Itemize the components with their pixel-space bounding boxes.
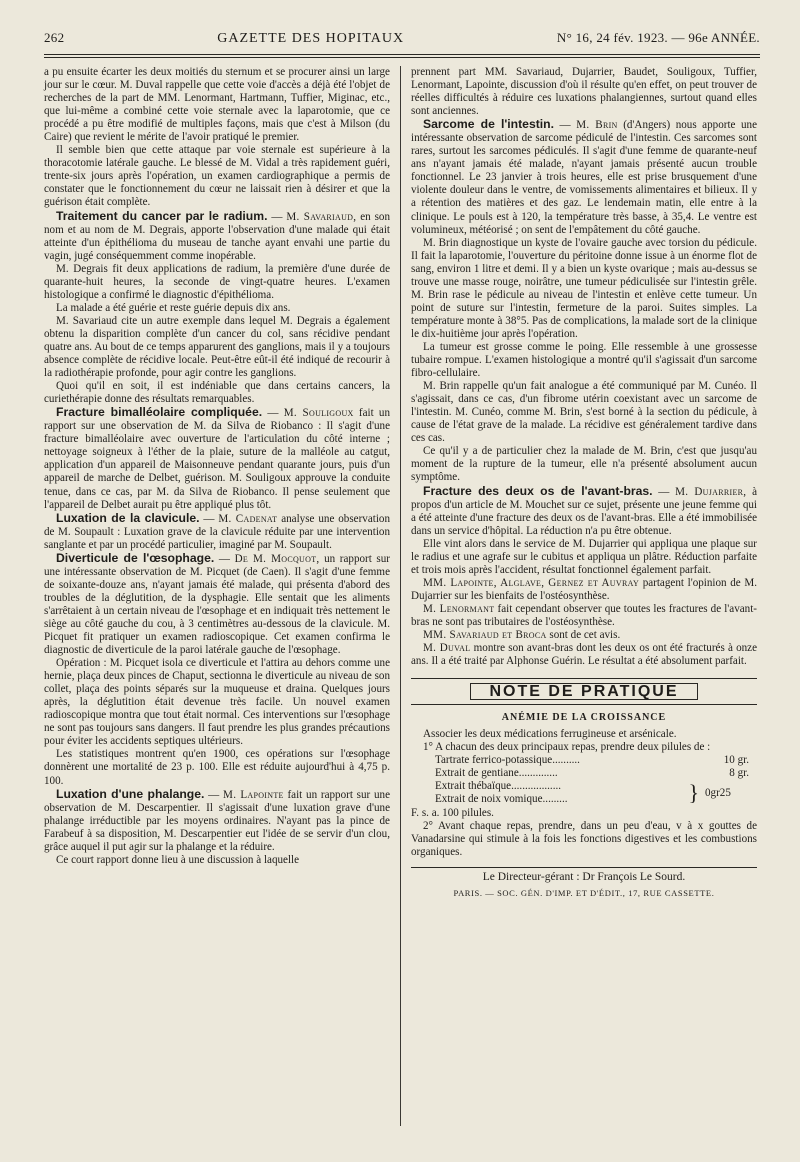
page-number: 262 (44, 30, 65, 45)
paragraph: 2° Avant chaque repas, prendre, dans un peu d'eau, v à x gouttes de Vanadarsine qui stimule à la fois les fonctions digestives et les combustions organiques. (411, 819, 757, 858)
paragraph: La tumeur est grosse comme le poing. Elle ressemble à une grossesse tubaire rompue. L'examen histologique a montré qu'il s'agissait d'un sarcome fibro-cellulaire. (411, 340, 757, 380)
section-clavicule: Luxation de la clavicule. — M. Cadenat analyse une observation de M. Soupault : Luxation grave de la clavicule réduite par une intervention sanglante et par un procédé particulier, imaginé par M. Soupault. (44, 510, 391, 551)
prescription-line (435, 793, 688, 806)
section-title: Traitement du cancer par le radium. (56, 208, 268, 223)
prescription-pair (435, 780, 757, 806)
prescription (435, 754, 757, 806)
paragraph-text: en son nom et au nom de M. Degrais, apporte l'observation d'une malade qui était atteinte d'un épithélioma du museau de tanche ayant envahi une partie du vagin, jugé conséquemment comme inopérable. (44, 210, 391, 262)
ingredient-quantity: 8 gr. (729, 767, 749, 780)
paragraph: Les statistiques montrent qu'en 1900, ces opérations sur l'œsophage donnèrent une mortalité de 23 p. 100. Elle est réduite aujourd'hui à 4,75 p. 100. (44, 748, 390, 787)
brace-icon: } (688, 780, 699, 806)
author-name: M. Savariaud, (286, 210, 357, 223)
section-fracture: Fracture bimalléolaire compliquée. — M. Souligoux fait un rapport sur une observation de M. da Silva de Riobanco : Il s'agit d'une fracture bimalléolaire avec ouverture de l'articulation du côté interne ; nettoyage soigneux à l'éther de la plaie, suture de la malléole au catgut, application d'un appareil de Maisonneuve pendant quarante jours, puis d'un appareil de marche de Delbet, guérison. M. Souligoux approuve la conduite tenue, dans ce cas, par M. da Silva de Riobanco. Il pense seulement que l'appareil de Delbet aurait pu être appliqué plus tôt. (44, 405, 391, 511)
note-title: NOTE DE PRATIQUE (470, 683, 697, 700)
author-name: De M. Mocquot, (234, 552, 320, 565)
paragraph (411, 603, 757, 629)
paragraph: a pu ensuite écarter les deux moitiés du sternum et se procurer ainsi un large jour sur le cœur. M. Duval rappelle que cette voie d'accès a déjà été l'objet de recherches de la part de MM. Lenormant, Hartmann, Tuffier, Miginac, etc., que lui-même a combiné cette voie sternale avec la laparotomie, que ce procédé a pu être modifié de multiples façons, mais que c'est à Milson (du Caire) que revient le mérite de l'avoir pratiqué le premier. (44, 66, 390, 144)
printer-line: PARIS. — SOC. GÉN. D'IMP. ET D'ÉDIT., 17, RUE CASSETTE. (453, 887, 715, 898)
section-title: Sarcome de l'intestin. (423, 117, 555, 132)
paragraph: M. Brin rappelle qu'un fait analogue a été communiqué par M. Cunéo. Il s'agissait, dans ce cas, d'un fibrome utérin coexistant avec un sarcome de l'intestin. M. Cunéo, comme M. Brin, s'est borné à la section du pédicule, à cause de l'état grave de la malade. La récidive est généralement tardive dans ces cas. (411, 380, 757, 445)
prescription-line (435, 754, 757, 767)
author-name: M. Lenormant (423, 602, 495, 615)
ingredient-quantity: 0gr25 (705, 786, 731, 799)
ingredient-name: Extrait thébaïque (435, 780, 512, 793)
prescription-line (435, 780, 688, 793)
paragraph: M. Brin diagnostique un kyste de l'ovaire gauche avec torsion du pédicule. Il fait la laparotomie, l'ouverture du péritoine donne issue à un énorme flot de sang, environ 1 litre et demi. Il y a bien un kyste ovarique ; mais au-dessus se trouve une masse rouge, noirâtre, une tumeur pédiculisée sur l'intestin grêle. M. Brin rase le pédicule au niveau de l'intestin et enlève cette tumeur. Un point de suture sur l'intestin, fermeture de la paroi. Suites simples. La température monte à 38°5. Pas de complications, la malade sort de la clinique le dix-huitième jour après l'opération. (411, 236, 757, 340)
columns (44, 66, 760, 1126)
ingredient-name: Extrait de noix vomique (435, 793, 543, 806)
leader-dots: .............. (518, 767, 558, 780)
journal-title: GAZETTE DES HOPITAUX (217, 31, 405, 46)
paragraph: La malade a été guérie et reste guérie depuis dix ans. (56, 301, 291, 314)
header-rule (44, 54, 760, 55)
issue-info: N° 16, 24 fév. 1923. — 96e ANNÉE. (556, 30, 760, 45)
left-column (44, 66, 401, 1126)
section-radium: Traitement du cancer par le radium. — M. Savariaud, en son nom et au nom de M. Degrais, apporte l'observation d'une malade qui était atteinte d'un épithélioma du museau de tanche ayant envahi une partie du vagin, jugé conséquemment comme inopérable. (44, 208, 391, 262)
note-subtitle: ANÉMIE DE LA CROISSANCE (501, 712, 667, 724)
paragraph-text: fait un rapport sur une observation de M. da Silva de Riobanco : Il s'agit d'une fracture bimalléolaire avec ouverture de l'articulation du côté interne ; nettoyage soigneux à l'éther de la plaie, suture de la malléole au catgut, application d'un appareil de Maisonneuve pendant quarante jours, puis d'un appareil de marche de Delbet, guérison. M. Souligoux approuve la conduite tenue, dans ce cas, par M. da Silva de Riobanco. Il pense seulement que l'appareil de Delbet aurait pu être appliqué plus tôt. (44, 407, 391, 511)
section-title: Luxation de la clavicule. (56, 510, 200, 525)
leader-dots: ......... (542, 793, 568, 806)
header-rule-thin (44, 57, 760, 58)
author-names: MM. Savariaud et Broca (423, 629, 547, 642)
author-name: M. Dujarrier, (675, 485, 747, 498)
paragraph-text: analyse une observation de M. Soupault : Luxation grave de la clavicule réduite par une intervention sanglante et par un procédé particulier, imaginé par M. Soupault. (44, 512, 391, 551)
paragraph: Quoi qu'il en soit, il est indéniable que dans certains cancers, la curiethérapie donne des résultats remarquables. (44, 380, 390, 406)
paragraph: F. s. a. 100 pilules. (411, 806, 494, 819)
section-title: Luxation d'une phalange. (56, 786, 205, 801)
ingredient-name: Extrait de gentiane (435, 767, 519, 780)
paragraph (411, 577, 757, 603)
paragraph: 1° A chacun des deux principaux repas, prendre deux pilules de : (423, 741, 711, 754)
paragraph: M. Savariaud cite un autre exemple dans lequel M. Degrais a également obtenu la disparition complète d'un cancer du col, sans récidive pendant quatre ans. Au bout de ce temps apparurent des ganglions, mais il y a toujours absence complète de récidive locale. Peut-être eût-il été indiqué de recourir à la radiothérapie profonde, pour agir contre les ganglions. (44, 314, 390, 380)
directeur-gerant: Le Directeur-gérant : Dr François Le Sourd. (482, 870, 686, 883)
paragraph: Elle vint alors dans le service de M. Dujarrier qui appliqua une plaque sur le radius et une agrafe sur le cubitus et appliqua un plâtre. Réduction parfaite et trois mois après l'accident, résultat fonctionnel également parfait. (411, 537, 757, 576)
author-names: MM. Lapointe, Alglave, Gernez et Auvray (423, 576, 640, 589)
page-header (44, 30, 760, 48)
paragraph-text: (d'Angers) nous apporte une intéressante observation de sarcome pédiculé de l'intestin. Ces sarcomes sont rares, surtout les sarcomes pédiculés. Il s'agit d'une femme de quarante-neuf ans n'ayant jamais été malade, n'ayant jamais présenté aucun trouble fonctionnel. Le 23 janvier à trois heures, elle est prise brusquement d'une violente douleur dans le ventre, de vomissements alimentaires et bilieux. Il y a rétention des matières et des gaz. Le lendemain matin, elle entre à la clinique. Le pouls est à 120, la température très basse, à 35,4. Le ventre est volumineux, météorisé ; on sent de l'empâtement du côté gauche. (411, 119, 757, 236)
paragraph: Opération : M. Picquet isola ce diverticule et l'attira au dehors comme une hernie, plaça deux pinces de Chaput, sectionna le diverticule au niveau de son collet, plaça des points séparés sur la muqueuse et draina. Quelques jours après, la déglutition était devenue très facile. Un nouvel examen radioscopique montra que tout était normal. Ces interventions sur l'œsophage ne sont pas toujours sans dangers. Il faut prendre les plus grandes précautions pour éviter les accidents septiques ultérieurs. (44, 657, 390, 748)
author-name: M. Lapointe (223, 788, 284, 801)
prescription-line (435, 767, 757, 780)
paragraph-text: fait un rapport sur une observation de M. Descarpentier. Il s'agissait d'une luxation grave d'une phalange irréductible par les moyens ordinaires. N'ayant pas la pince de Farabeuf à sa disposition, M. Descarpentier eut l'idée de se servir d'un clou, grâce auquel il put agir sur la phalange et la réduire. (44, 788, 390, 853)
paragraph-text: à propos d'un article de M. Mouchet sur ce sujet, présente une jeune femme qui a été atteinte d'une fracture des deux os de l'avant-bras. Elle a été immobilisée dans un service d'hôpital. La réduction n'a pu être obtenue. (411, 485, 758, 537)
note-de-pratique-banner (411, 678, 757, 705)
ingredient-name: Tartrate ferrico-potassique (435, 754, 553, 767)
paragraph-text: fait cependant observer que toutes les fractures de l'avant-bras ne sont pas tributaires de l'ostéosynthèse. (411, 602, 757, 628)
paragraph: Associer les deux médications ferrugineuse et arsénicale. (423, 728, 677, 741)
paragraph: Ce court rapport donne lieu à une discussion à laquelle (56, 853, 300, 866)
section-title: Fracture bimalléolaire compliquée. (56, 405, 263, 420)
paragraph: Il semble bien que cette attaque par voie sternale est supérieure à la thoracotomie latérale gauche. Le blessé de M. Vidal a très rapidement guéri, trente-six jours après l'opération, un examen cardiographique a permis de constater que le fonctionnement du cœur ne laissait rien à désirer et que la guérison était complète. (44, 144, 390, 209)
paragraph: M. Degrais fit deux applications de radium, la première d'une durée de quarante-huit heures, la seconde de vingt-quatre heures. L'examen histologique a confirmé le diagnostic d'épithélioma. (44, 262, 390, 301)
section-title: Fracture des deux os de l'avant-bras. (423, 483, 653, 498)
section-avant-bras: Fracture des deux os de l'avant-bras. — M. Dujarrier, à propos d'un article de M. Mouchet sur ce sujet, présente une jeune femme qui a été atteinte d'une fracture des deux os de l'avant-bras. Elle a été immobilisée dans un service d'hôpital. La réduction n'a pu être obtenue. (411, 483, 758, 537)
footer-rule (411, 867, 757, 868)
right-column (401, 66, 757, 1126)
author-name: M. Cadenat (218, 512, 278, 525)
author-name: M. Souligoux (283, 407, 354, 420)
author-name: M. Brin (576, 119, 618, 132)
ingredient-group (435, 780, 688, 806)
paragraph-text: montre son avant-bras dont les deux os ont été fracturés à onze ans. Il a été traité par Alphonse Guérin. Le résultat a été absolument parfait. (411, 642, 758, 668)
paragraph-text: sont de cet avis. (549, 629, 621, 642)
paragraph-text: un rapport sur une intéressante observation de M. Picquet (de Caen). Il s'agit d'une femme de soixante-douze ans, n'ayant jamais été malade, qui présenta d'abord des troubles de la déglutition, de la dysphagie. Elle sentait que les aliments s'arrêtaient à un certain niveau de l'œsophage et en indiquait très nettement le siège au côté gauche du cou, à 3 centimètres au-dessous de la clavicule. M. Picquet fit pratiquer un examen radioscopique. Cet examen confirma le diagnostic de diverticule de la paroi latérale gauche de l'œsophage. (44, 552, 390, 657)
leader-dots: .................. (511, 780, 562, 793)
section-diverticule: Diverticule de l'œsophage. — De M. Mocquot, un rapport sur une intéressante observation de M. Picquet (de Caen). Il s'agit d'une femme de soixante-douze ans, n'ayant jamais été malade, qui présenta d'abord des troubles de la déglutition, de la dysphagie. Elle sentait que les aliments s'arrêtaient à un certain niveau de l'œsophage et en indiquait très nettement le siège au côté gauche du cou, à 3 centimètres au-dessous de la clavicule. M. Picquet fit pratiquer un examen radioscopique. Cet examen confirma le diagnostic de diverticule de la paroi latérale gauche de l'œsophage. (44, 550, 390, 657)
section-phalange: Luxation d'une phalange. — M. Lapointe fait un rapport sur une observation de M. Descarpentier. Il s'agissait d'une luxation grave d'une phalange irréductible par les moyens ordinaires. N'ayant pas la pince de Farabeuf à sa disposition, M. Descarpentier eut l'idée de se servir d'un clou, grâce auquel il put agir sur la phalange et la réduire. (44, 786, 390, 853)
section-title: Diverticule de l'œsophage. (56, 550, 215, 565)
paragraph: prennent part MM. Savariaud, Dujarrier, Baudet, Souligoux, Tuffier, Lenormant, Lapointe, discussion d'où il résulte qu'en effet, on peut trouver de réelles difficultés à réduire ces luxations phalangiennes, surtout quand elles sont anciennes. (411, 66, 757, 118)
ingredient-quantity: 10 gr. (723, 754, 749, 767)
section-sarcome: Sarcome de l'intestin. — M. Brin (d'Angers) nous apporte une intéressante observation de sarcome pédiculé de l'intestin. Ces sarcomes sont rares, surtout les sarcomes pédiculés. Il s'agit d'une femme de quarante-neuf ans n'ayant jamais été malade, n'ayant jamais présenté aucun trouble fonctionnel. Le 23 janvier à trois heures, elle est prise brusquement d'une violente douleur dans le ventre, de vomissements alimentaires et bilieux. Il y a rétention des matières et des gaz. Le lendemain matin, elle entre à la clinique. Le pouls est à 120, la température très basse, à 35,4. Le ventre est volumineux, météorisé ; on sent de l'empâtement du côté gauche. (411, 117, 757, 236)
paragraph-text: partagent l'opinion de M. Dujarrier sur les bienfaits de l'ostéosynthèse. (411, 576, 757, 602)
paragraph (411, 629, 757, 642)
paragraph (411, 642, 757, 668)
paragraph: Ce qu'il y a de particulier chez la malade de M. Brin, c'est que jusqu'au moment de la rupture de la tumeur, elle n'a présenté absolument aucun symptôme. (411, 445, 757, 484)
leader-dots: .......... (552, 754, 580, 767)
author-name: M. Duval (423, 642, 471, 655)
